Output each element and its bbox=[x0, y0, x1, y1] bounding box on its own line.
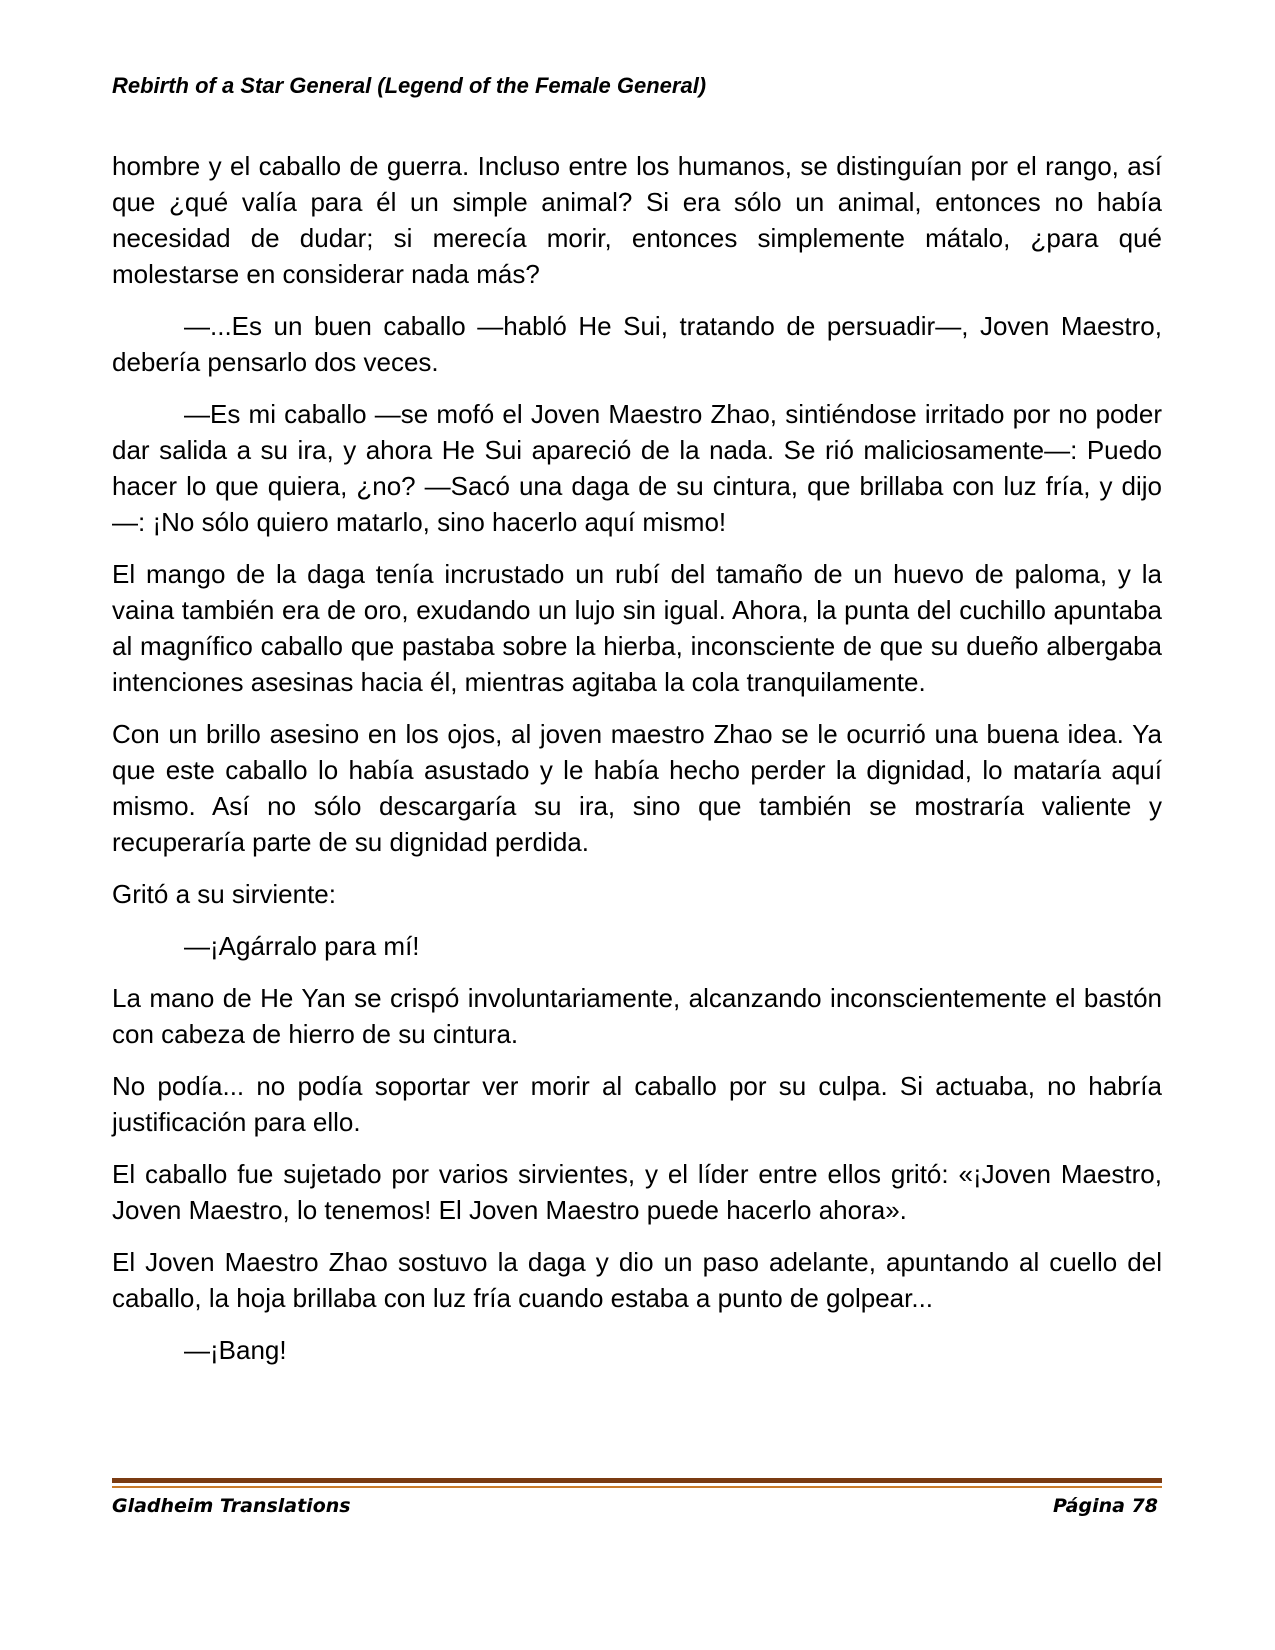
paragraph: hombre y el caballo de guerra. Incluso entre los humanos, se distinguían por el rango, así que ¿qué valía para él un simple animal? Si era sólo un animal, entonces no había necesidad de dudar; si merecía morir, entonces simplemente mátalo, ¿para qué molestarse en considerar nada más? bbox=[112, 151, 1162, 289]
dialogue-paragraph: —...Es un buen caballo —habló He Sui, tratando de persuadir—, Joven Maestro, debería pensarlo dos veces. bbox=[112, 311, 1162, 377]
body-text bbox=[112, 148, 1162, 1384]
paragraph: Con un brillo asesino en los ojos, al joven maestro Zhao se le ocurrió una buena idea. Ya que este caballo lo había asustado y le había hecho perder la dignidad, lo mataría aquí mismo. Así no sólo descargaría su ira, sino que también se mostraría valiente y recuperaría parte de su dignidad perdida. bbox=[112, 719, 1162, 857]
paragraph: El mango de la daga tenía incrustado un rubí del tamaño de un huevo de paloma, y la vaina también era de oro, exudando un lujo sin igual. Ahora, la punta del cuchillo apuntaba al magnífico caballo que pastaba sobre la hierba, inconsciente de que su dueño albergaba intenciones asesinas hacia él, mientras agitaba la cola tranquilamente. bbox=[112, 559, 1162, 697]
dialogue-paragraph: —¡Agárralo para mí! bbox=[184, 931, 420, 961]
running-header-title: Rebirth of a Star General (Legend of the Female General) bbox=[112, 73, 707, 98]
dialogue-paragraph: —¡Bang! bbox=[184, 1335, 287, 1365]
footer-page-number: Página 78 bbox=[1052, 1495, 1158, 1517]
paragraph: Gritó a su sirviente: bbox=[112, 879, 336, 909]
footer-divider-thin bbox=[112, 1486, 1162, 1488]
paragraph: No podía... no podía soportar ver morir al caballo por su culpa. Si actuaba, no habría justificación para ello. bbox=[112, 1071, 1162, 1137]
paragraph: El caballo fue sujetado por varios sirvientes, y el líder entre ellos gritó: «¡Joven Maestro, Joven Maestro, lo tenemos! El Joven Maestro puede hacerlo ahora». bbox=[112, 1159, 1162, 1225]
paragraph: El Joven Maestro Zhao sostuvo la daga y dio un paso adelante, apuntando al cuello del caballo, la hoja brillaba con luz fría cuando estaba a punto de golpear... bbox=[112, 1247, 1162, 1313]
footer-divider-thick bbox=[112, 1478, 1162, 1483]
dialogue-paragraph: —Es mi caballo —se mofó el Joven Maestro Zhao, sintiéndose irritado por no poder dar salida a su ira, y ahora He Sui apareció de la nada. Se rió maliciosamente—: Puedo hacer lo que quiera, ¿no? —Sacó una daga de su cintura, que brillaba con luz fría, y dijo—: ¡No sólo quiero matarlo, sino hacerlo aquí mismo! bbox=[112, 399, 1162, 537]
footer-publisher: Gladheim Translations bbox=[112, 1495, 351, 1517]
paragraph: La mano de He Yan se crispó involuntariamente, alcanzando inconscientemente el bastón con cabeza de hierro de su cintura. bbox=[112, 983, 1162, 1049]
